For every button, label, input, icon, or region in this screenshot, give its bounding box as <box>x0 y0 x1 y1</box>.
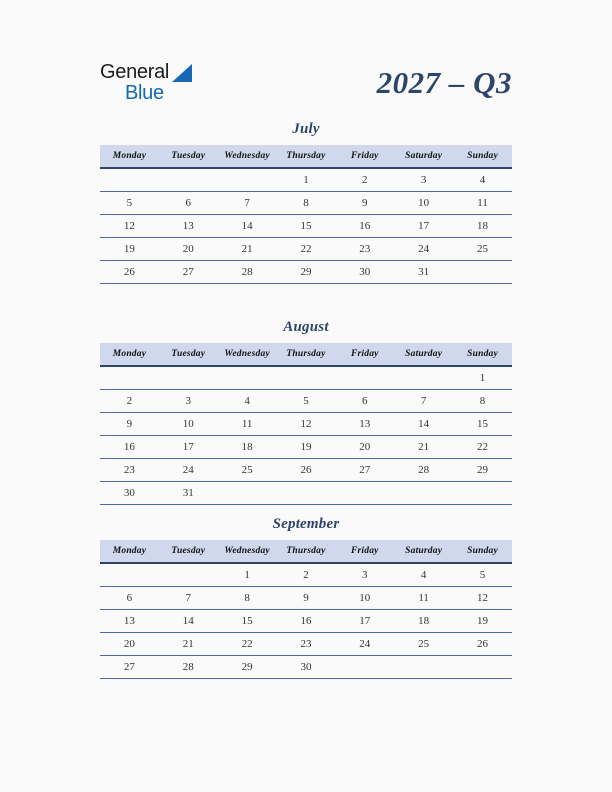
calendar-day-cell-empty <box>453 261 512 284</box>
calendar-day-cell[interactable]: 18 <box>453 215 512 238</box>
month-title: August <box>283 319 329 335</box>
calendar-day-cell[interactable]: 13 <box>335 413 394 436</box>
weekday-header-monday: Monday <box>100 145 159 168</box>
calendar-day-cell[interactable]: 28 <box>218 261 277 284</box>
calendar-day-cell[interactable]: 25 <box>394 633 453 656</box>
calendar-day-cell[interactable]: 18 <box>218 436 277 459</box>
calendar-day-cell[interactable]: 21 <box>159 633 218 656</box>
calendar-week-row <box>100 459 512 482</box>
calendar-week-row <box>100 413 512 436</box>
calendar-day-cell[interactable]: 10 <box>159 413 218 436</box>
calendar-day-cell-empty <box>218 482 277 505</box>
calendar-day-cell[interactable]: 3 <box>159 390 218 413</box>
page-title: 2027 – Q3 <box>376 65 512 100</box>
calendar-day-cell[interactable]: 27 <box>100 656 159 679</box>
calendar-day-cell[interactable]: 27 <box>335 459 394 482</box>
month-title: September <box>272 516 340 532</box>
calendar-day-cell[interactable]: 16 <box>100 436 159 459</box>
calendar-day-cell-empty <box>100 168 159 192</box>
calendar-day-cell[interactable]: 25 <box>453 238 512 261</box>
calendar-table-july <box>100 145 512 284</box>
calendar-week-row <box>100 587 512 610</box>
calendar-day-cell[interactable]: 9 <box>335 192 394 215</box>
calendar-day-cell[interactable]: 11 <box>394 587 453 610</box>
calendar-day-cell[interactable]: 26 <box>277 459 336 482</box>
calendar-day-cell[interactable]: 1 <box>453 366 512 390</box>
month-title: July <box>292 121 320 137</box>
weekday-header-wednesday: Wednesday <box>218 145 277 168</box>
calendar-day-cell[interactable]: 10 <box>394 192 453 215</box>
calendar-day-cell[interactable]: 18 <box>394 610 453 633</box>
calendar-day-cell[interactable]: 30 <box>335 261 394 284</box>
weekday-header-saturday: Saturday <box>394 540 453 563</box>
calendar-week-row <box>100 366 512 390</box>
calendar-day-cell[interactable]: 14 <box>218 215 277 238</box>
calendar-day-cell[interactable]: 14 <box>394 413 453 436</box>
calendar-day-cell-empty <box>100 563 159 587</box>
calendar-day-cell[interactable]: 15 <box>218 610 277 633</box>
weekday-header-tuesday: Tuesday <box>159 145 218 168</box>
weekday-header-saturday: Saturday <box>394 145 453 168</box>
calendar-day-cell[interactable]: 4 <box>453 168 512 192</box>
calendar-day-cell[interactable]: 7 <box>218 192 277 215</box>
calendar-day-cell-empty <box>159 563 218 587</box>
calendar-day-cell[interactable]: 5 <box>100 192 159 215</box>
calendar-day-cell[interactable]: 22 <box>277 238 336 261</box>
calendar-day-cell[interactable]: 27 <box>159 261 218 284</box>
calendar-day-cell[interactable]: 7 <box>394 390 453 413</box>
calendar-body <box>100 168 512 284</box>
calendar-day-cell[interactable]: 13 <box>100 610 159 633</box>
calendar-day-cell[interactable]: 6 <box>335 390 394 413</box>
calendar-day-cell[interactable]: 5 <box>453 563 512 587</box>
month-block-july <box>100 118 512 284</box>
calendar-day-cell[interactable]: 29 <box>218 656 277 679</box>
calendar-day-cell[interactable]: 11 <box>218 413 277 436</box>
calendar-day-cell[interactable]: 2 <box>100 390 159 413</box>
calendar-day-cell[interactable]: 15 <box>453 413 512 436</box>
weekday-header-wednesday: Wednesday <box>218 343 277 366</box>
calendar-day-cell[interactable]: 9 <box>100 413 159 436</box>
calendar-day-cell[interactable]: 4 <box>218 390 277 413</box>
calendar-body <box>100 366 512 505</box>
month-block-september <box>100 513 512 679</box>
calendar-day-cell-empty <box>277 366 336 390</box>
month-block-august <box>100 316 512 505</box>
calendar-week-row <box>100 390 512 413</box>
weekday-header-tuesday: Tuesday <box>159 343 218 366</box>
calendar-day-cell[interactable]: 2 <box>277 563 336 587</box>
calendar-week-row <box>100 168 512 192</box>
calendar-day-cell[interactable]: 21 <box>218 238 277 261</box>
calendar-day-cell-empty <box>159 366 218 390</box>
calendar-day-cell[interactable]: 24 <box>335 633 394 656</box>
calendar-day-cell[interactable]: 23 <box>335 238 394 261</box>
calendar-day-cell[interactable]: 19 <box>277 436 336 459</box>
calendar-day-cell[interactable]: 17 <box>159 436 218 459</box>
calendar-day-cell[interactable]: 26 <box>453 633 512 656</box>
calendar-day-cell-empty <box>159 168 218 192</box>
calendar-day-cell[interactable]: 19 <box>100 238 159 261</box>
calendar-day-cell-empty <box>394 482 453 505</box>
calendar-day-cell[interactable]: 29 <box>453 459 512 482</box>
calendar-week-row <box>100 482 512 505</box>
calendar-day-cell[interactable]: 8 <box>277 192 336 215</box>
calendar-day-cell[interactable]: 30 <box>100 482 159 505</box>
calendar-table-august <box>100 343 512 505</box>
calendar-day-cell-empty <box>218 168 277 192</box>
calendar-day-cell[interactable]: 15 <box>277 215 336 238</box>
weekday-header-thursday: Thursday <box>277 145 336 168</box>
calendar-week-row <box>100 192 512 215</box>
calendar-table-september <box>100 540 512 679</box>
calendar-day-cell[interactable]: 3 <box>394 168 453 192</box>
weekday-header-row <box>100 145 512 168</box>
calendar-week-row <box>100 436 512 459</box>
calendar-day-cell[interactable]: 23 <box>100 459 159 482</box>
calendar-day-cell[interactable]: 9 <box>277 587 336 610</box>
weekday-header-sunday: Sunday <box>453 540 512 563</box>
calendar-day-cell[interactable]: 17 <box>335 610 394 633</box>
calendar-day-cell-empty <box>453 482 512 505</box>
weekday-header-friday: Friday <box>335 540 394 563</box>
calendar-day-cell[interactable]: 8 <box>453 390 512 413</box>
triangle-icon <box>172 64 192 82</box>
calendar-week-row <box>100 633 512 656</box>
calendar-day-cell[interactable]: 22 <box>218 633 277 656</box>
weekday-header-row <box>100 343 512 366</box>
calendar-day-cell[interactable]: 19 <box>453 610 512 633</box>
calendar-day-cell[interactable]: 5 <box>277 390 336 413</box>
calendar-day-cell[interactable]: 31 <box>159 482 218 505</box>
calendar-day-cell[interactable]: 1 <box>218 563 277 587</box>
calendar-day-cell-empty <box>394 366 453 390</box>
calendar-week-row <box>100 238 512 261</box>
logo-text-general: General <box>100 61 170 83</box>
calendar-day-cell[interactable]: 29 <box>277 261 336 284</box>
calendar-day-cell[interactable]: 28 <box>394 459 453 482</box>
calendar-day-cell[interactable]: 28 <box>159 656 218 679</box>
calendar-day-cell[interactable]: 16 <box>277 610 336 633</box>
calendar-day-cell[interactable]: 20 <box>159 238 218 261</box>
calendar-day-cell[interactable]: 22 <box>453 436 512 459</box>
calendar-day-cell-empty <box>335 656 394 679</box>
calendar-day-cell-empty <box>453 656 512 679</box>
calendar-day-cell[interactable]: 20 <box>100 633 159 656</box>
calendar-week-row <box>100 656 512 679</box>
calendar-day-cell[interactable]: 26 <box>100 261 159 284</box>
calendar-week-row <box>100 215 512 238</box>
calendar-body <box>100 563 512 679</box>
calendar-day-cell[interactable]: 31 <box>394 261 453 284</box>
calendar-day-cell[interactable]: 10 <box>335 587 394 610</box>
calendar-week-row <box>100 610 512 633</box>
calendar-day-cell-empty <box>218 366 277 390</box>
calendar-day-cell[interactable]: 2 <box>335 168 394 192</box>
calendar-day-cell[interactable]: 6 <box>159 192 218 215</box>
calendar-day-cell[interactable]: 16 <box>335 215 394 238</box>
calendar-day-cell[interactable]: 7 <box>159 587 218 610</box>
weekday-header-friday: Friday <box>335 343 394 366</box>
calendar-day-cell[interactable]: 24 <box>394 238 453 261</box>
calendar-day-cell-empty <box>394 656 453 679</box>
calendar-day-cell[interactable]: 3 <box>335 563 394 587</box>
weekday-header-tuesday: Tuesday <box>159 540 218 563</box>
weekday-header-sunday: Sunday <box>453 145 512 168</box>
calendar-day-cell[interactable]: 17 <box>394 215 453 238</box>
page-header <box>100 55 512 111</box>
calendar-day-cell[interactable]: 12 <box>277 413 336 436</box>
calendar-day-cell[interactable]: 12 <box>453 587 512 610</box>
calendar-day-cell[interactable]: 21 <box>394 436 453 459</box>
calendar-day-cell[interactable]: 24 <box>159 459 218 482</box>
weekday-header-thursday: Thursday <box>277 540 336 563</box>
calendar-day-cell[interactable]: 25 <box>218 459 277 482</box>
general-blue-logo[interactable] <box>100 60 205 106</box>
weekday-header-saturday: Saturday <box>394 343 453 366</box>
calendar-day-cell[interactable]: 20 <box>335 436 394 459</box>
calendar-day-cell[interactable]: 6 <box>100 587 159 610</box>
calendar-day-cell[interactable]: 12 <box>100 215 159 238</box>
weekday-header-friday: Friday <box>335 145 394 168</box>
weekday-header-row <box>100 540 512 563</box>
weekday-header-sunday: Sunday <box>453 343 512 366</box>
weekday-header-monday: Monday <box>100 540 159 563</box>
calendar-day-cell[interactable]: 4 <box>394 563 453 587</box>
weekday-header-thursday: Thursday <box>277 343 336 366</box>
calendar-day-cell[interactable]: 13 <box>159 215 218 238</box>
weekday-header-monday: Monday <box>100 343 159 366</box>
calendar-day-cell-empty <box>277 482 336 505</box>
calendar-day-cell[interactable]: 1 <box>277 168 336 192</box>
calendar-week-row <box>100 563 512 587</box>
calendar-week-row <box>100 261 512 284</box>
calendar-day-cell[interactable]: 14 <box>159 610 218 633</box>
calendar-day-cell[interactable]: 23 <box>277 633 336 656</box>
calendar-day-cell-empty <box>100 366 159 390</box>
calendar-day-cell-empty <box>335 482 394 505</box>
calendar-day-cell-empty <box>335 366 394 390</box>
calendar-day-cell[interactable]: 8 <box>218 587 277 610</box>
weekday-header-wednesday: Wednesday <box>218 540 277 563</box>
logo-text-blue: Blue <box>125 82 164 104</box>
calendar-day-cell[interactable]: 11 <box>453 192 512 215</box>
calendar-day-cell[interactable]: 30 <box>277 656 336 679</box>
